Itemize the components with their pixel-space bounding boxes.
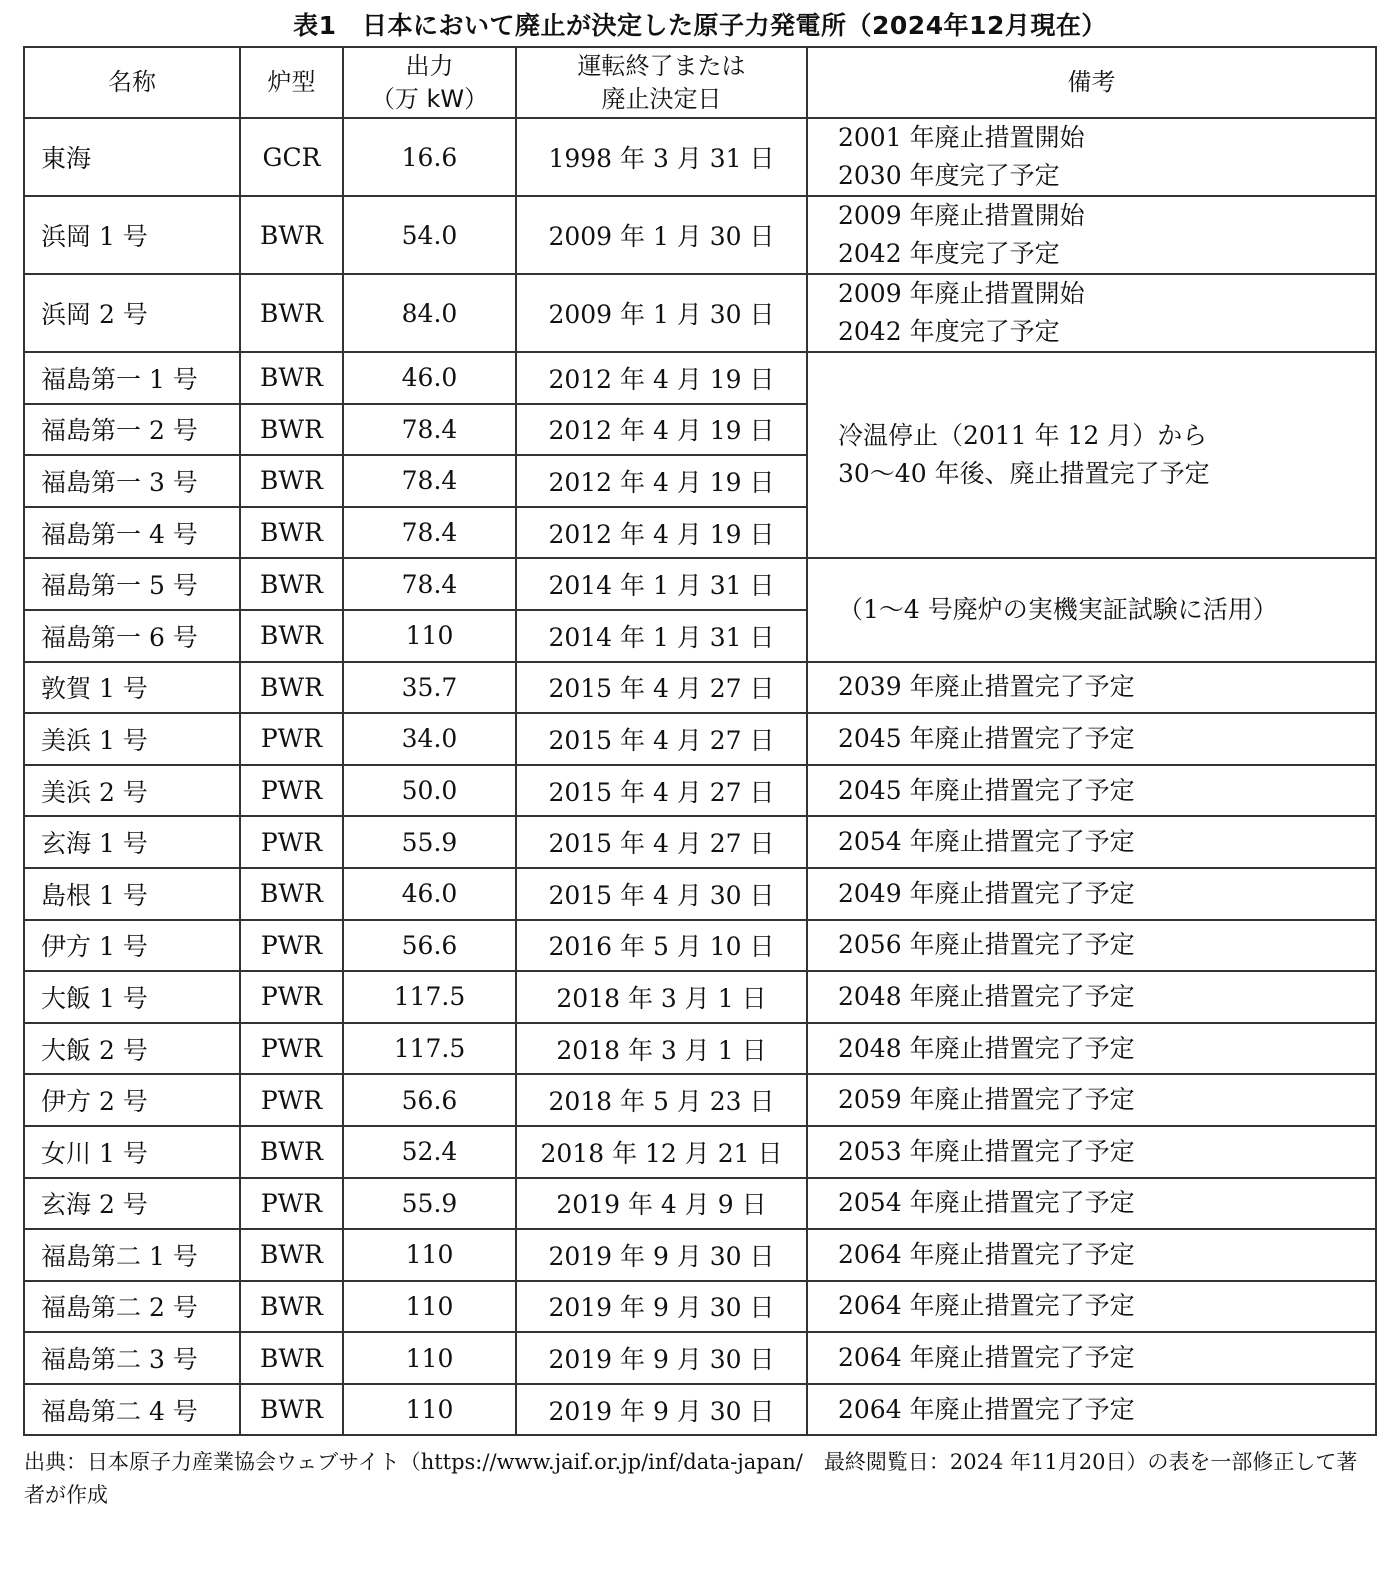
note-line: 2064 年廃止措置完了予定 — [838, 1239, 1135, 1269]
date-cell: 2019 年 9 月 30 日 — [516, 1384, 807, 1436]
output-cell: 78.4 — [343, 558, 516, 610]
date-cell: 2018 年 3 月 1 日 — [516, 1023, 807, 1075]
date-cell: 2015 年 4 月 27 日 — [516, 816, 807, 868]
date-cell: 2012 年 4 月 19 日 — [516, 455, 807, 507]
date-cell: 2015 年 4 月 30 日 — [516, 868, 807, 920]
note-cell — [807, 352, 1376, 558]
date-cell: 2012 年 4 月 19 日 — [516, 352, 807, 404]
output-cell: 110 — [343, 1281, 516, 1333]
output-cell: 117.5 — [343, 971, 516, 1023]
plant-name-cell: 美浜 2 号 — [24, 765, 240, 817]
output-cell: 55.9 — [343, 816, 516, 868]
reactor-type-cell: BWR — [240, 404, 343, 456]
plant-name-cell: 伊方 1 号 — [24, 920, 240, 972]
table-row — [24, 868, 1376, 920]
reactor-type-cell: BWR — [240, 1281, 343, 1333]
note-line: 2045 年廃止措置完了予定 — [838, 775, 1135, 805]
reactor-type-cell: BWR — [240, 1332, 343, 1384]
note-line: （1～4 号廃炉の実機実証試験に活用） — [838, 594, 1278, 624]
note-cell — [807, 274, 1376, 352]
output-cell: 52.4 — [343, 1126, 516, 1178]
date-cell: 2016 年 5 月 10 日 — [516, 920, 807, 972]
output-cell: 78.4 — [343, 507, 516, 559]
output-cell: 34.0 — [343, 713, 516, 765]
output-cell: 46.0 — [343, 868, 516, 920]
plant-name-cell: 東海 — [24, 118, 240, 196]
reactor-type-cell: BWR — [240, 662, 343, 714]
table-row — [24, 662, 1376, 714]
date-cell: 2014 年 1 月 31 日 — [516, 558, 807, 610]
reactor-type-cell: BWR — [240, 610, 343, 662]
date-cell: 2019 年 9 月 30 日 — [516, 1229, 807, 1281]
date-cell: 2015 年 4 月 27 日 — [516, 765, 807, 817]
output-cell: 16.6 — [343, 118, 516, 196]
note-cell — [807, 1384, 1376, 1436]
reactor-type-cell: BWR — [240, 1384, 343, 1436]
header-row — [24, 47, 1376, 118]
plant-name-cell: 島根 1 号 — [24, 868, 240, 920]
table-row — [24, 1332, 1376, 1384]
reactor-type-cell: PWR — [240, 1178, 343, 1230]
header-output-line2: （万 kW） — [370, 84, 489, 113]
table-row — [24, 558, 1376, 610]
output-cell: 55.9 — [343, 1178, 516, 1230]
table-row — [24, 274, 1376, 352]
note-line: 2001 年廃止措置開始 — [838, 123, 1085, 152]
table-row — [24, 1178, 1376, 1230]
note-cell — [807, 662, 1376, 714]
note-cell — [807, 971, 1376, 1023]
plant-name-cell: 浜岡 1 号 — [24, 196, 240, 274]
reactor-type-cell: PWR — [240, 971, 343, 1023]
output-cell: 110 — [343, 1384, 516, 1436]
note-line: 2064 年廃止措置完了予定 — [838, 1291, 1135, 1321]
plant-name-cell: 福島第二 4 号 — [24, 1384, 240, 1436]
table-row — [24, 765, 1376, 817]
date-cell: 2019 年 9 月 30 日 — [516, 1332, 807, 1384]
note-cell — [807, 765, 1376, 817]
note-line: 2042 年度完了予定 — [838, 317, 1060, 346]
date-cell: 2019 年 9 月 30 日 — [516, 1281, 807, 1333]
note-cell — [807, 1074, 1376, 1126]
note-line: 2048 年廃止措置完了予定 — [838, 981, 1135, 1011]
output-cell: 46.0 — [343, 352, 516, 404]
plant-name-cell: 福島第一 2 号 — [24, 404, 240, 456]
plant-name-cell: 福島第二 3 号 — [24, 1332, 240, 1384]
note-line: 2054 年廃止措置完了予定 — [838, 827, 1135, 857]
plant-name-cell: 敦賀 1 号 — [24, 662, 240, 714]
output-cell: 84.0 — [343, 274, 516, 352]
table-row — [24, 1281, 1376, 1333]
reactor-type-cell: BWR — [240, 196, 343, 274]
note-cell — [807, 1126, 1376, 1178]
header-date-line1: 運転終了または — [577, 51, 746, 80]
table-row — [24, 196, 1376, 274]
note-cell — [807, 1229, 1376, 1281]
table-row — [24, 1074, 1376, 1126]
plant-name-cell: 玄海 2 号 — [24, 1178, 240, 1230]
output-cell: 110 — [343, 610, 516, 662]
output-cell: 35.7 — [343, 662, 516, 714]
date-cell: 2019 年 4 月 9 日 — [516, 1178, 807, 1230]
date-cell: 2012 年 4 月 19 日 — [516, 507, 807, 559]
plant-name-cell: 伊方 2 号 — [24, 1074, 240, 1126]
note-cell — [807, 713, 1376, 765]
output-cell: 78.4 — [343, 404, 516, 456]
reactor-type-cell: PWR — [240, 713, 343, 765]
table-row — [24, 816, 1376, 868]
date-cell: 1998 年 3 月 31 日 — [516, 118, 807, 196]
note-line: 2059 年廃止措置完了予定 — [838, 1085, 1135, 1115]
note-line: 2030 年度完了予定 — [838, 161, 1060, 190]
reactor-type-cell: BWR — [240, 1229, 343, 1281]
table-row — [24, 1229, 1376, 1281]
date-cell: 2015 年 4 月 27 日 — [516, 662, 807, 714]
note-line: 2045 年廃止措置完了予定 — [838, 723, 1135, 753]
plant-name-cell: 大飯 1 号 — [24, 971, 240, 1023]
reactor-type-cell: PWR — [240, 765, 343, 817]
table-row — [24, 352, 1376, 404]
reactor-type-cell: PWR — [240, 920, 343, 972]
note-cell — [807, 868, 1376, 920]
output-cell: 56.6 — [343, 920, 516, 972]
note-line: 30～40 年後、廃止措置完了予定 — [838, 459, 1210, 489]
date-cell: 2018 年 3 月 1 日 — [516, 971, 807, 1023]
note-line: 2056 年廃止措置完了予定 — [838, 930, 1135, 960]
plant-name-cell: 福島第一 3 号 — [24, 455, 240, 507]
note-line: 2053 年廃止措置完了予定 — [838, 1136, 1135, 1166]
reactor-type-cell: PWR — [240, 816, 343, 868]
note-cell — [807, 1178, 1376, 1230]
reactor-type-cell: BWR — [240, 1126, 343, 1178]
output-cell: 117.5 — [343, 1023, 516, 1075]
note-line: 2009 年廃止措置開始 — [838, 279, 1085, 308]
note-line: 2042 年度完了予定 — [838, 239, 1060, 268]
plant-name-cell: 福島第二 2 号 — [24, 1281, 240, 1333]
header-output-line1: 出力 — [405, 51, 454, 80]
header-output — [343, 47, 516, 118]
table-row — [24, 971, 1376, 1023]
table-row — [24, 1384, 1376, 1436]
plant-name-cell: 福島第一 5 号 — [24, 558, 240, 610]
output-cell: 78.4 — [343, 455, 516, 507]
output-cell: 56.6 — [343, 1074, 516, 1126]
plant-table — [23, 46, 1377, 1436]
date-cell: 2014 年 1 月 31 日 — [516, 610, 807, 662]
plant-name-cell: 浜岡 2 号 — [24, 274, 240, 352]
reactor-type-cell: PWR — [240, 1074, 343, 1126]
date-cell: 2009 年 1 月 30 日 — [516, 196, 807, 274]
output-cell: 54.0 — [343, 196, 516, 274]
reactor-type-cell: BWR — [240, 274, 343, 352]
table-row — [24, 1126, 1376, 1178]
source-note: 出典：日本原子力産業協会ウェブサイト（https://www.jaif.or.jp/inf/data-japan/ 最終閲覧日：2024 年11月20日）の表を一部修正して著者が作成 — [24, 1450, 1358, 1507]
plant-name-cell: 福島第二 1 号 — [24, 1229, 240, 1281]
reactor-type-cell: BWR — [240, 352, 343, 404]
note-cell — [807, 816, 1376, 868]
table-row — [24, 118, 1376, 196]
plant-name-cell: 美浜 1 号 — [24, 713, 240, 765]
output-cell: 110 — [343, 1332, 516, 1384]
header-date-line2: 廃止決定日 — [601, 84, 722, 113]
reactor-type-cell: BWR — [240, 558, 343, 610]
header-type: 炉型 — [240, 47, 343, 118]
table-row — [24, 1023, 1376, 1075]
table-row — [24, 713, 1376, 765]
note-line: 2039 年廃止措置完了予定 — [838, 672, 1135, 702]
note-line: 2064 年廃止措置完了予定 — [838, 1343, 1135, 1373]
header-date — [516, 47, 807, 118]
date-cell: 2012 年 4 月 19 日 — [516, 404, 807, 456]
plant-name-cell: 福島第一 6 号 — [24, 610, 240, 662]
note-line: 2049 年廃止措置完了予定 — [838, 878, 1135, 908]
reactor-type-cell: BWR — [240, 455, 343, 507]
plant-name-cell: 玄海 1 号 — [24, 816, 240, 868]
note-line: 2009 年廃止措置開始 — [838, 201, 1085, 230]
date-cell: 2015 年 4 月 27 日 — [516, 713, 807, 765]
date-cell: 2009 年 1 月 30 日 — [516, 274, 807, 352]
note-cell — [807, 1332, 1376, 1384]
header-note: 備考 — [807, 47, 1376, 118]
note-cell — [807, 1281, 1376, 1333]
reactor-type-cell: BWR — [240, 507, 343, 559]
output-cell: 110 — [343, 1229, 516, 1281]
table-row — [24, 920, 1376, 972]
note-line: 2064 年廃止措置完了予定 — [838, 1394, 1135, 1424]
plant-name-cell: 大飯 2 号 — [24, 1023, 240, 1075]
note-line: 冷温停止（2011 年 12 月）から — [838, 421, 1208, 451]
note-cell — [807, 558, 1376, 661]
note-line: 2054 年廃止措置完了予定 — [838, 1188, 1135, 1218]
note-cell — [807, 118, 1376, 196]
reactor-type-cell: GCR — [240, 118, 343, 196]
plant-name-cell: 女川 1 号 — [24, 1126, 240, 1178]
reactor-type-cell: BWR — [240, 868, 343, 920]
table-body — [24, 118, 1376, 1435]
note-line: 2048 年廃止措置完了予定 — [838, 1033, 1135, 1063]
header-name: 名称 — [24, 47, 240, 118]
date-cell: 2018 年 5 月 23 日 — [516, 1074, 807, 1126]
note-cell — [807, 196, 1376, 274]
plant-name-cell: 福島第一 1 号 — [24, 352, 240, 404]
output-cell: 50.0 — [343, 765, 516, 817]
date-cell: 2018 年 12 月 21 日 — [516, 1126, 807, 1178]
note-cell — [807, 1023, 1376, 1075]
reactor-type-cell: PWR — [240, 1023, 343, 1075]
table-title: 表1 日本において廃止が決定した原子力発電所（2024年12月現在） — [293, 11, 1107, 40]
note-cell — [807, 920, 1376, 972]
plant-name-cell: 福島第一 4 号 — [24, 507, 240, 559]
